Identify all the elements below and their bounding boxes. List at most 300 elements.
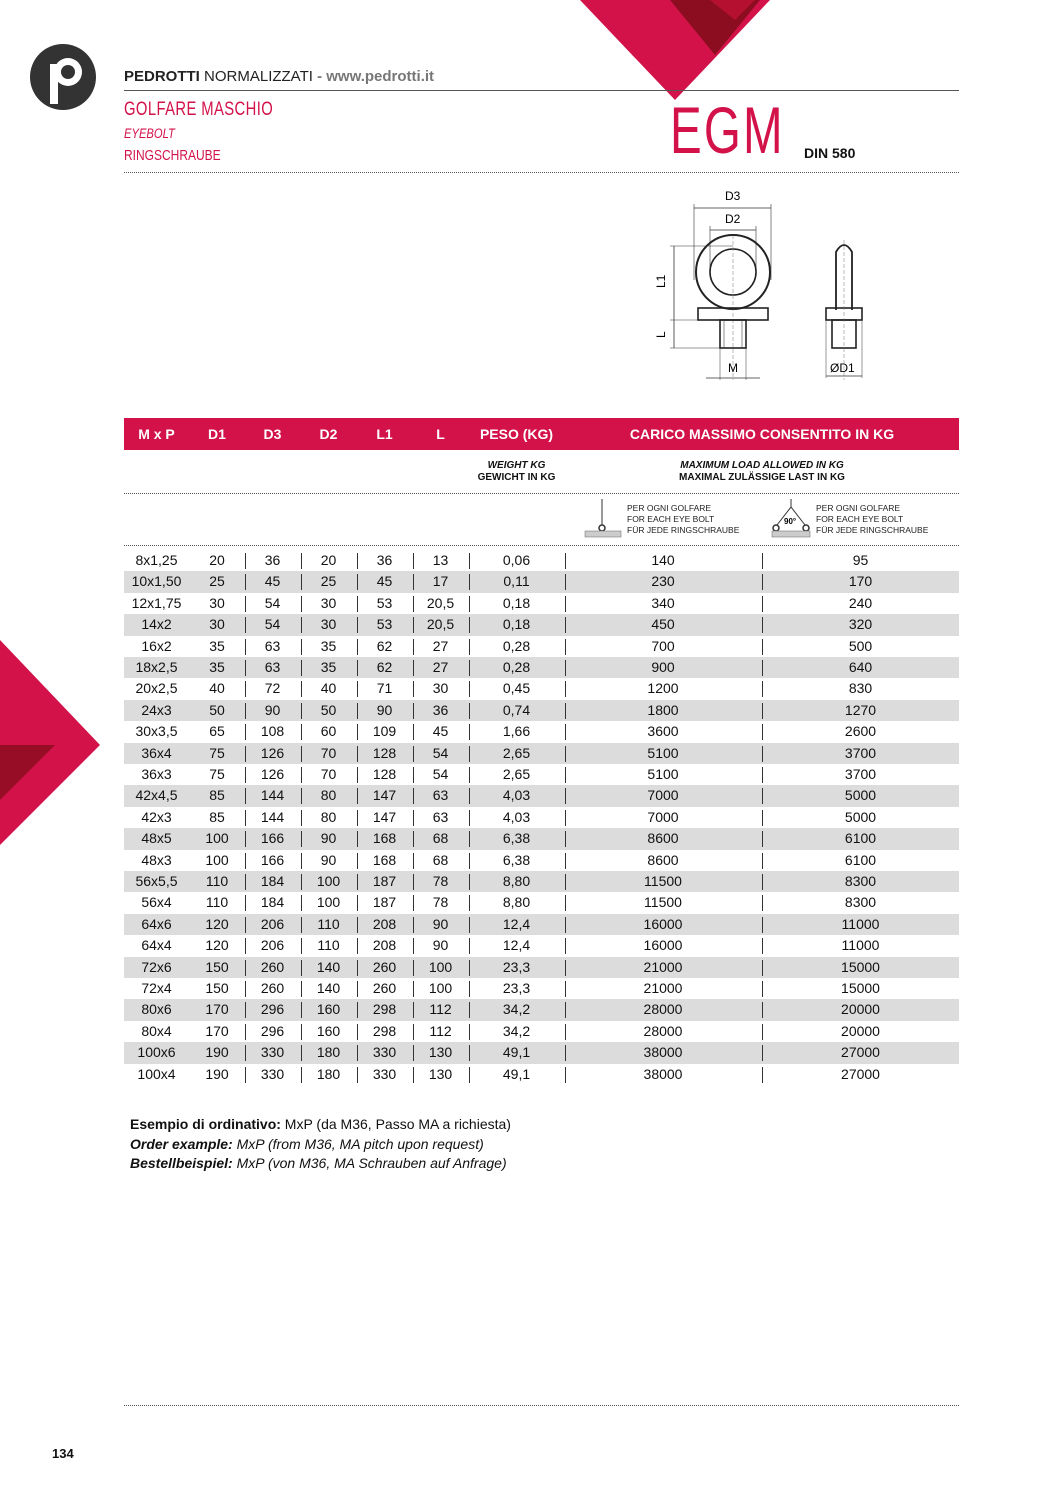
column-separator xyxy=(762,746,763,762)
column-separator xyxy=(357,617,358,633)
decorative-triangle-left xyxy=(0,640,110,850)
table-cell: 298 xyxy=(372,1022,397,1039)
table-cell: 260 xyxy=(372,958,397,975)
table-cell: 6,38 xyxy=(502,851,531,868)
table-cell: 120 xyxy=(205,937,229,954)
column-separator xyxy=(413,831,414,847)
column-separator xyxy=(565,746,566,762)
case-vertical-en: FOR EACH EYE BOLT xyxy=(627,514,715,524)
column-separator xyxy=(357,810,358,826)
th-d1: D1 xyxy=(208,426,226,442)
table-cell: 110 xyxy=(205,873,229,889)
column-separator xyxy=(469,767,470,783)
table-cell: 100 xyxy=(205,851,229,868)
table-cell: 208 xyxy=(372,915,397,932)
table-cell: 8,80 xyxy=(502,894,531,911)
column-separator xyxy=(762,938,763,954)
table-cell: 11500 xyxy=(644,873,682,889)
column-separator xyxy=(245,938,246,954)
table-cell: 28000 xyxy=(643,1022,683,1039)
table-cell: 166 xyxy=(260,851,285,868)
table-cell: 63 xyxy=(432,808,449,825)
column-separator xyxy=(357,553,358,569)
column-separator xyxy=(245,660,246,676)
table-cell: 0,28 xyxy=(502,659,531,675)
table-cell: 190 xyxy=(205,1044,229,1061)
table-cell: 2,65 xyxy=(502,766,531,782)
case-vertical-text xyxy=(627,503,739,536)
table-cell: 6100 xyxy=(844,830,877,847)
order-notes xyxy=(130,1115,511,1174)
column-separator xyxy=(565,1067,566,1083)
table-cell: 36 xyxy=(376,552,393,568)
table-cell: 190 xyxy=(205,1065,229,1082)
column-separator xyxy=(469,724,470,740)
column-separator xyxy=(762,981,763,997)
column-separator xyxy=(301,1067,302,1083)
table-cell: 7000 xyxy=(647,787,679,804)
table-cell: 50 xyxy=(209,701,225,718)
table-cell: 54 xyxy=(432,766,449,782)
table-cell: 4,03 xyxy=(502,787,531,804)
column-separator xyxy=(469,917,470,933)
table-cell: 62 xyxy=(376,659,393,675)
table-cell: 36x4 xyxy=(141,744,172,761)
table-cell: 80 xyxy=(320,808,337,825)
column-separator xyxy=(469,1067,470,1083)
table-cell: 230 xyxy=(651,573,675,590)
table-cell: 150 xyxy=(205,958,229,975)
column-separator xyxy=(301,703,302,719)
table-cell: 56x4 xyxy=(141,894,172,911)
table-cell: 90 xyxy=(320,830,337,847)
table-cell: 45 xyxy=(264,573,281,590)
column-separator xyxy=(301,724,302,740)
table-cell: 112 xyxy=(429,1022,452,1039)
table-cell: 184 xyxy=(260,873,285,889)
column-separator xyxy=(565,788,566,804)
table-cell: 11000 xyxy=(841,915,880,932)
header-rule xyxy=(124,90,959,91)
column-separator xyxy=(301,660,302,676)
table-cell: 112 xyxy=(429,1001,452,1018)
table-cell: 30 xyxy=(432,680,449,697)
table-cell: 50 xyxy=(320,701,337,718)
column-separator xyxy=(413,724,414,740)
column-separator xyxy=(762,639,763,655)
column-separator xyxy=(301,917,302,933)
brand-separator: - xyxy=(317,68,323,85)
column-separator xyxy=(245,767,246,783)
table-cell: 147 xyxy=(372,808,397,825)
table-cell: 27000 xyxy=(841,1044,880,1061)
table-cell: 260 xyxy=(260,980,285,996)
column-separator xyxy=(762,810,763,826)
table-cell: 14x2 xyxy=(141,616,172,633)
table-cell: 180 xyxy=(316,1044,341,1061)
table-cell: 8300 xyxy=(844,873,877,889)
column-separator xyxy=(469,938,470,954)
column-separator xyxy=(762,574,763,590)
product-title-en: EYEBOLT xyxy=(124,125,175,141)
table-cell: 10x1,50 xyxy=(131,573,182,590)
column-separator xyxy=(762,703,763,719)
column-separator xyxy=(565,831,566,847)
column-separator xyxy=(762,917,763,933)
table-cell: 60 xyxy=(320,723,337,740)
column-separator xyxy=(469,853,470,869)
table-cell: 206 xyxy=(260,915,285,932)
table-cell: 8,80 xyxy=(502,873,531,889)
note-de-text: MxP (von M36, MA Schrauben auf Anfrage) xyxy=(232,1155,507,1171)
table-row xyxy=(124,743,959,764)
column-separator xyxy=(565,767,566,783)
title-divider xyxy=(124,172,959,173)
page-number: 134 xyxy=(52,1446,74,1461)
column-separator xyxy=(301,853,302,869)
column-separator xyxy=(301,831,302,847)
column-separator xyxy=(357,788,358,804)
column-separator xyxy=(565,1045,566,1061)
table-row xyxy=(124,999,959,1020)
column-separator xyxy=(357,746,358,762)
column-separator xyxy=(245,960,246,976)
table-row xyxy=(124,764,959,785)
table-row xyxy=(124,957,959,978)
table-cell: 72 xyxy=(264,680,281,697)
table-row xyxy=(124,593,959,614)
table-cell: 8300 xyxy=(844,894,877,911)
angled-lift-icon xyxy=(770,497,812,539)
column-separator xyxy=(357,596,358,612)
th-l: L xyxy=(436,426,445,442)
table-cell: 78 xyxy=(432,873,449,889)
table-cell: 187 xyxy=(372,873,397,889)
table-cell: 56x5,5 xyxy=(135,873,178,889)
table-cell: 296 xyxy=(260,1001,285,1018)
table-cell: 298 xyxy=(372,1001,397,1018)
table-cell: 330 xyxy=(372,1044,397,1061)
brand-line xyxy=(124,68,434,85)
table-cell: 65 xyxy=(209,723,225,740)
table-cell: 64x4 xyxy=(141,937,172,954)
column-separator xyxy=(413,1002,414,1018)
column-separator xyxy=(413,639,414,655)
table-cell: 170 xyxy=(205,1001,229,1018)
table-cell: 85 xyxy=(209,808,225,825)
column-separator xyxy=(301,681,302,697)
th-weight: PESO (KG) xyxy=(479,426,554,442)
table-cell: 180 xyxy=(316,1065,341,1082)
website-link[interactable]: www.pedrotti.it xyxy=(326,68,435,85)
table-cell: 260 xyxy=(260,958,285,975)
column-separator xyxy=(301,639,302,655)
column-separator xyxy=(245,617,246,633)
table-cell: 20 xyxy=(320,552,337,568)
column-separator xyxy=(565,724,566,740)
column-separator xyxy=(301,1002,302,1018)
table-cell: 5000 xyxy=(844,787,877,804)
column-separator xyxy=(762,895,763,911)
icon-divider xyxy=(124,545,959,546)
table-cell: 49,1 xyxy=(502,1044,531,1061)
table-cell: 900 xyxy=(651,659,675,675)
table-cell: 140 xyxy=(651,552,675,568)
table-cell: 34,2 xyxy=(502,1022,531,1039)
table-cell: 15000 xyxy=(841,980,880,996)
table-row xyxy=(124,892,959,913)
column-separator xyxy=(565,1024,566,1040)
column-separator xyxy=(469,639,470,655)
table-cell: 144 xyxy=(260,787,285,804)
column-separator xyxy=(762,788,763,804)
case-vertical-it: PER OGNI GOLFARE xyxy=(627,503,712,513)
table-cell: 35 xyxy=(209,659,225,675)
column-separator xyxy=(245,1045,246,1061)
table-cell: 49,1 xyxy=(502,1065,531,1082)
column-separator xyxy=(469,895,470,911)
table-cell: 12x1,75 xyxy=(131,594,182,611)
table-cell: 35 xyxy=(320,659,337,675)
table-cell: 126 xyxy=(260,744,285,761)
column-separator xyxy=(413,938,414,954)
column-separator xyxy=(762,853,763,869)
column-separator xyxy=(357,895,358,911)
column-separator xyxy=(565,938,566,954)
column-separator xyxy=(357,938,358,954)
table-row xyxy=(124,1064,959,1085)
table-cell: 35 xyxy=(320,637,337,654)
column-separator xyxy=(565,853,566,869)
case-angle-text xyxy=(816,503,928,536)
table-row xyxy=(124,636,959,657)
table-cell: 6,38 xyxy=(502,830,531,847)
column-separator xyxy=(469,596,470,612)
column-separator xyxy=(565,574,566,590)
column-separator xyxy=(762,874,763,890)
table-cell: 42x4,5 xyxy=(135,787,178,804)
table-cell: 90 xyxy=(376,701,393,718)
column-separator xyxy=(301,960,302,976)
table-cell: 80x4 xyxy=(141,1022,172,1039)
table-cell: 62 xyxy=(376,637,393,654)
table-row xyxy=(124,721,959,742)
column-separator xyxy=(301,574,302,590)
decorative-triangle-top xyxy=(560,0,790,100)
note-en xyxy=(130,1135,511,1155)
table-row xyxy=(124,914,959,935)
column-separator xyxy=(245,895,246,911)
table-cell: 13 xyxy=(432,552,449,568)
table-cell: 38000 xyxy=(643,1065,683,1082)
table-cell: 72x6 xyxy=(141,958,172,975)
column-separator xyxy=(245,788,246,804)
column-separator xyxy=(565,617,566,633)
column-separator xyxy=(357,853,358,869)
table-cell: 330 xyxy=(372,1065,397,1082)
table-cell: 90 xyxy=(432,937,449,954)
case-angle-it: PER OGNI GOLFARE xyxy=(816,503,901,513)
column-separator xyxy=(762,681,763,697)
column-separator xyxy=(357,639,358,655)
table-cell: 71 xyxy=(376,680,393,697)
column-separator xyxy=(469,703,470,719)
table-cell: 40 xyxy=(209,680,225,697)
table-cell: 42x3 xyxy=(141,808,172,825)
table-cell: 53 xyxy=(376,616,393,633)
table-cell: 110 xyxy=(205,894,229,911)
column-separator xyxy=(357,917,358,933)
table-header xyxy=(124,418,959,450)
column-separator xyxy=(413,895,414,911)
table-cell: 54 xyxy=(264,616,281,633)
table-cell: 168 xyxy=(372,851,397,868)
column-separator xyxy=(469,1024,470,1040)
weight-de: GEWICHT IN KG xyxy=(477,472,556,483)
column-separator xyxy=(301,788,302,804)
column-separator xyxy=(469,1002,470,1018)
table-cell: 109 xyxy=(372,723,397,740)
brand-name: PEDROTTI xyxy=(124,68,200,85)
column-separator xyxy=(762,596,763,612)
column-separator xyxy=(565,639,566,655)
column-separator xyxy=(357,1002,358,1018)
table-cell: 36 xyxy=(264,552,281,568)
column-separator xyxy=(301,895,302,911)
column-separator xyxy=(762,724,763,740)
table-cell: 120 xyxy=(205,915,229,932)
table-cell: 30 xyxy=(320,594,337,611)
column-separator xyxy=(301,874,302,890)
column-separator xyxy=(245,810,246,826)
table-cell: 28000 xyxy=(643,1001,683,1018)
table-cell: 30 xyxy=(209,616,225,633)
table-row xyxy=(124,571,959,592)
table-cell: 36x3 xyxy=(141,766,172,782)
table-cell: 0,06 xyxy=(502,552,531,568)
table-cell: 100x6 xyxy=(137,1044,176,1061)
table-cell: 16000 xyxy=(643,915,683,932)
table-row xyxy=(124,935,959,956)
column-separator xyxy=(413,746,414,762)
table-cell: 184 xyxy=(260,894,285,911)
column-separator xyxy=(469,1045,470,1061)
table-cell: 68 xyxy=(432,851,449,868)
column-separator xyxy=(565,1002,566,1018)
column-separator xyxy=(413,767,414,783)
vertical-lift-icon xyxy=(583,497,623,539)
table-cell: 5000 xyxy=(844,808,877,825)
column-separator xyxy=(565,596,566,612)
column-separator xyxy=(469,660,470,676)
column-separator xyxy=(245,574,246,590)
table-cell: 144 xyxy=(260,808,285,825)
table-cell: 6100 xyxy=(844,851,877,868)
note-de-label: Bestellbeispiel: xyxy=(130,1155,233,1171)
table-cell: 23,3 xyxy=(502,958,531,975)
table-row xyxy=(124,550,959,571)
table-cell: 330 xyxy=(260,1065,285,1082)
column-separator xyxy=(301,810,302,826)
table-cell: 500 xyxy=(848,637,873,654)
column-separator xyxy=(245,874,246,890)
column-separator xyxy=(469,681,470,697)
column-separator xyxy=(301,617,302,633)
table-cell: 330 xyxy=(260,1044,285,1061)
column-separator xyxy=(413,553,414,569)
column-separator xyxy=(245,981,246,997)
table-cell: 830 xyxy=(848,680,873,697)
weight-en: WEIGHT KG xyxy=(487,460,546,471)
table-cell: 320 xyxy=(848,616,873,633)
table-cell: 75 xyxy=(209,744,225,761)
column-separator xyxy=(357,960,358,976)
table-cell: 0,28 xyxy=(502,637,531,654)
th-d2: D2 xyxy=(319,426,338,442)
table-cell: 0,74 xyxy=(502,701,531,718)
table-cell: 100 xyxy=(316,873,341,889)
table-cell: 90 xyxy=(264,701,281,718)
column-separator xyxy=(413,681,414,697)
column-separator xyxy=(413,874,414,890)
table-cell: 240 xyxy=(848,594,873,611)
table-cell: 126 xyxy=(260,766,285,782)
table-cell: 27 xyxy=(432,659,449,675)
table-cell: 54 xyxy=(432,744,449,761)
column-separator xyxy=(565,660,566,676)
column-separator xyxy=(301,746,302,762)
label-m: M xyxy=(728,361,738,375)
table-cell: 110 xyxy=(317,937,340,954)
column-separator xyxy=(357,1024,358,1040)
table-cell: 128 xyxy=(372,766,397,782)
table-cell: 54 xyxy=(264,594,281,611)
subheader-divider xyxy=(124,493,959,494)
table-cell: 17 xyxy=(432,573,449,590)
column-separator xyxy=(762,660,763,676)
column-separator xyxy=(301,767,302,783)
table-cell: 30x3,5 xyxy=(135,723,178,740)
column-separator xyxy=(413,617,414,633)
column-separator xyxy=(413,788,414,804)
table-cell: 5100 xyxy=(647,744,679,761)
column-separator xyxy=(469,810,470,826)
table-cell: 34,2 xyxy=(502,1001,531,1018)
column-separator xyxy=(565,895,566,911)
column-separator xyxy=(413,1067,414,1083)
case-angle-en: FOR EACH EYE BOLT xyxy=(816,514,904,524)
table-cell: 160 xyxy=(316,1001,341,1018)
table-cell: 12,4 xyxy=(502,937,531,954)
table-cell: 38000 xyxy=(643,1044,683,1061)
table-row xyxy=(124,1042,959,1063)
column-separator xyxy=(245,681,246,697)
column-separator xyxy=(357,574,358,590)
column-separator xyxy=(413,596,414,612)
column-separator xyxy=(357,831,358,847)
eyebolt-technical-drawing xyxy=(640,180,880,385)
table-cell: 27000 xyxy=(841,1065,880,1082)
column-separator xyxy=(301,1045,302,1061)
load-subheader xyxy=(565,460,959,484)
column-separator xyxy=(762,617,763,633)
note-de xyxy=(130,1154,511,1174)
column-separator xyxy=(565,553,566,569)
column-separator xyxy=(762,767,763,783)
table-cell: 5100 xyxy=(647,766,679,782)
column-separator xyxy=(469,788,470,804)
column-separator xyxy=(413,810,414,826)
